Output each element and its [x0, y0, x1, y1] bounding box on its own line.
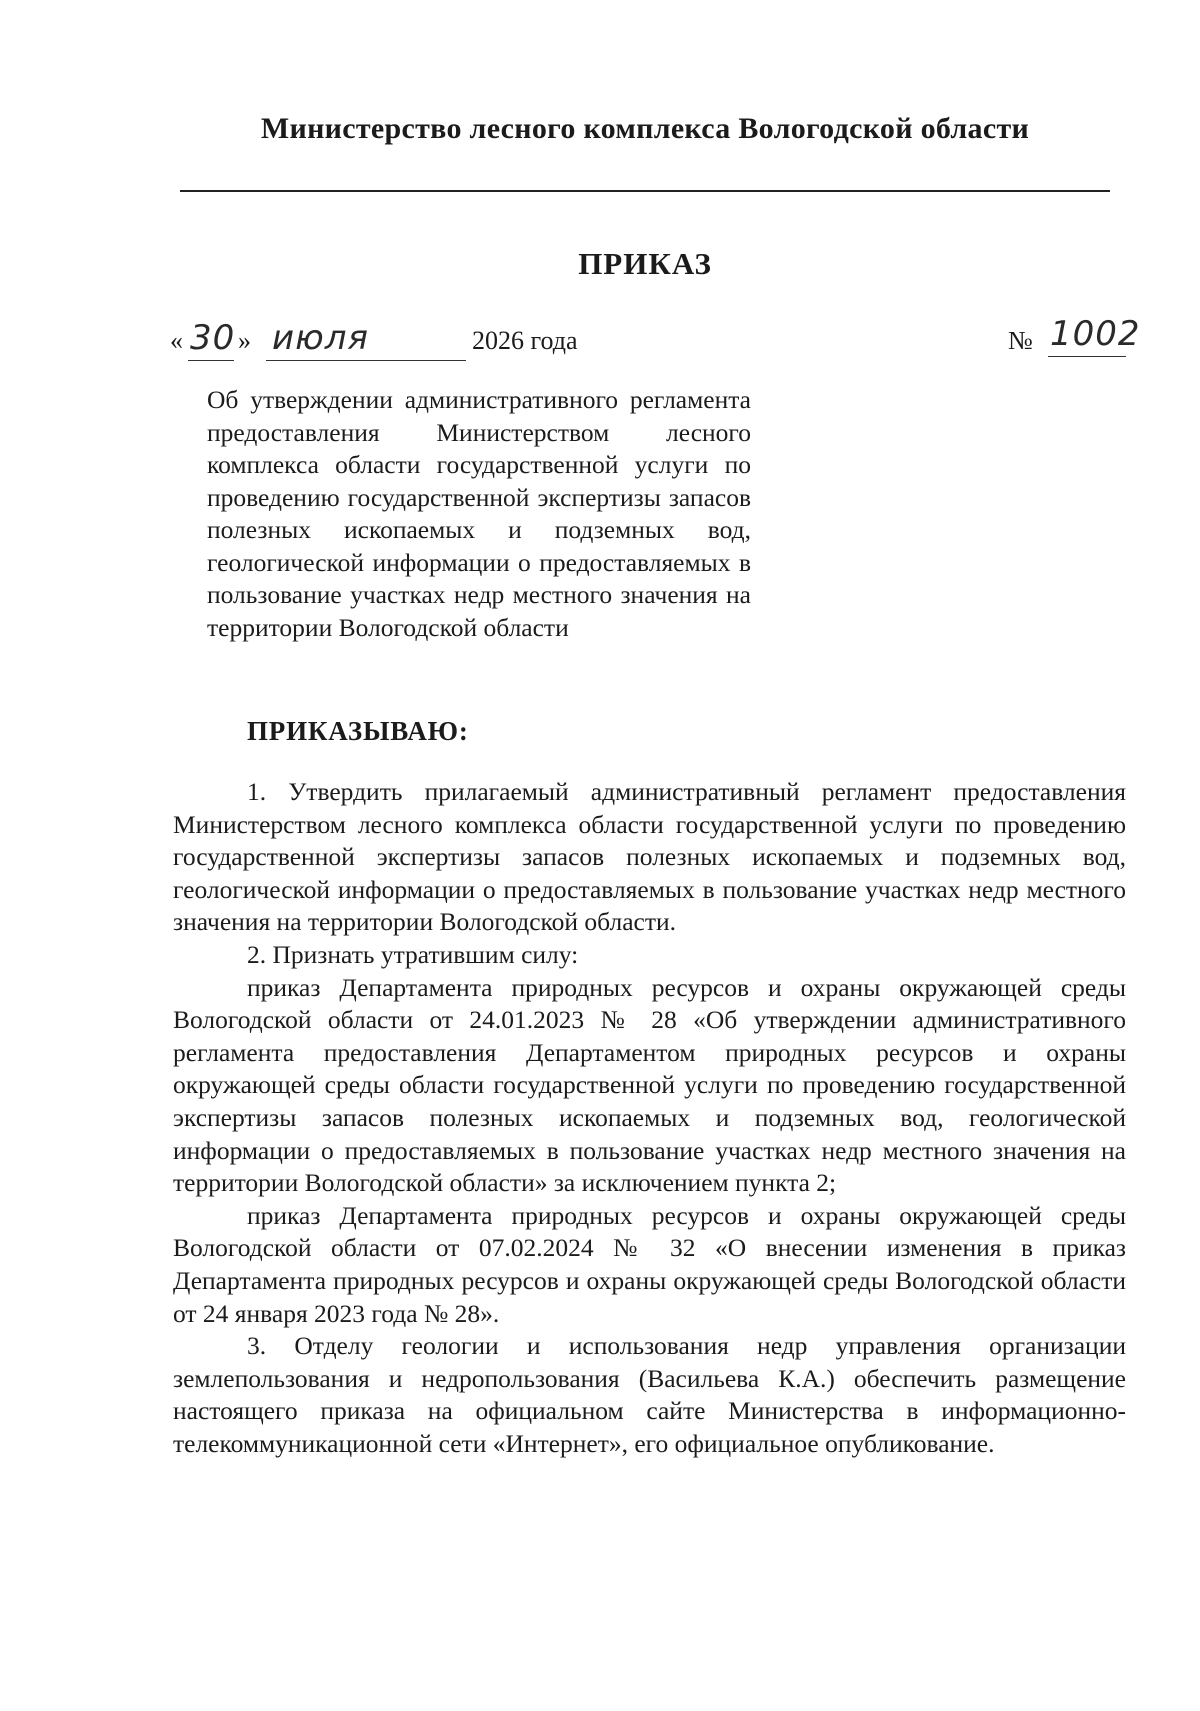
- date-month: июля: [272, 318, 369, 358]
- date-open-quote: «: [170, 326, 183, 355]
- paragraph-3: 3. Отделу геологии и использования недр управления организации землепользования и недропользования (Васильева К.А.) обеспечить размещение настоящего приказа на официальном сайте Министерства в информационно-телекоммуникационной сети «Интернет», его официальное опубликование.: [173, 1331, 1126, 1458]
- paragraph-1: 1. Утвердить прилагаемый административный регламент предоставления Министерством лесного комплекса области государственной услуги по проведению государственной экспертизы запасов полезных ископаемых и подземных вод, геологической информации о предоставляемых в пользование участках недр местного значения на территории Вологодской области.: [173, 777, 1126, 937]
- date-year: 2026 года: [472, 326, 578, 355]
- paragraph-2: 2. Признать утратившим силу:: [247, 939, 579, 969]
- date-close-quote: »: [238, 326, 251, 355]
- order-subject: Об утверждении административного регламента предоставления Министерством лесного комплекса области государственной услуги по проведению государственной экспертизы запасов полезных ископаемых и подземных вод, геологической информации о предоставляемых в пользование участках недр местного значения на территории Вологодской области: [207, 385, 751, 642]
- paragraph-2-item-1: приказ Департамента природных ресурсов и охраны окружающей среды Вологодской области от 24.01.2023 № 28 «Об утверждении административного регламента предоставления Департаментом природных ресурсов и охраны окружающей среды области государственной услуги по проведению государственной экспертизы запасов полезных ископаемых и подземных вод, геологической информации о предоставляемых в пользование участках недр местного значения на территории Вологодской области» за исключением пункта 2;: [173, 972, 1126, 1198]
- date-day-underline: [188, 360, 234, 361]
- date-number-row: [170, 314, 1141, 368]
- order-body: [173, 776, 1126, 1460]
- number-sign: №: [1008, 326, 1033, 355]
- header-rule: [180, 190, 1110, 192]
- paragraph-2-item-2: приказ Департамента природных ресурсов и охраны окружающей среды Вологодской области от 07.02.2024 № 32 «О внесении изменения в приказ Департамента природных ресурсов и охраны окружающей среды Вологодской области от 24 января 2023 года № 28».: [173, 1200, 1126, 1328]
- decree-heading: ПРИКАЗЫВАЮ:: [247, 716, 469, 746]
- order-number-underline: [1048, 356, 1126, 357]
- date-day: 30: [190, 318, 236, 358]
- document-type: ПРИКАЗ: [578, 246, 712, 281]
- order-number: 1002: [1050, 314, 1141, 354]
- date-month-underline: [266, 360, 466, 361]
- ministry-title: Министерство лесного комплекса Вологодской области: [260, 112, 1030, 145]
